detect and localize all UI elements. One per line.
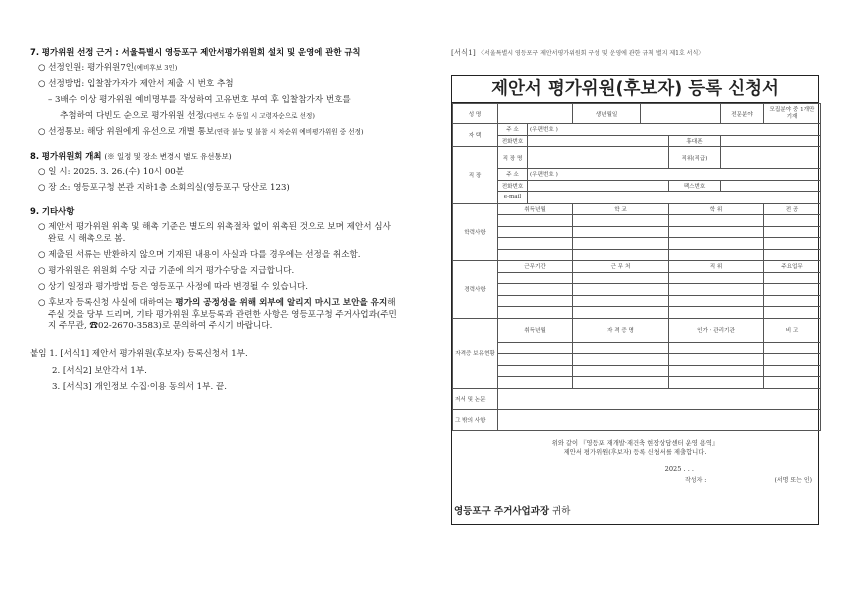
cert-cell[interactable] xyxy=(573,365,669,377)
form-table xyxy=(452,103,821,431)
edu-cell[interactable] xyxy=(764,226,821,238)
name-label: 성 명 xyxy=(453,104,498,124)
career-cell[interactable] xyxy=(764,307,821,319)
other-field[interactable] xyxy=(498,409,821,430)
cert-cell[interactable] xyxy=(764,354,821,366)
edu-cell[interactable] xyxy=(573,238,669,250)
email-field[interactable] xyxy=(528,192,821,204)
cert-cell[interactable] xyxy=(669,377,764,389)
home-phone-label: 전화번호 xyxy=(498,135,528,147)
edu-cell[interactable] xyxy=(669,226,764,238)
s7-line-4: 추첨하여 다빈도 순으로 평가위원 선정(다빈도 수 동일 시 고령자순으로 선정) xyxy=(60,111,315,122)
mobile-label: 휴대폰 xyxy=(669,135,721,147)
career-cell[interactable] xyxy=(573,272,669,284)
career-cell[interactable] xyxy=(573,284,669,296)
edu-cell[interactable] xyxy=(669,249,764,261)
cert-cell[interactable] xyxy=(669,342,764,354)
section-8-heading: 8. 평가위원회 개최 (※ 일정 및 장소 변경시 별도 유선통보) xyxy=(30,150,232,161)
work-phone-label: 전화번호 xyxy=(498,180,528,192)
section-9-heading: 9. 기타사항 xyxy=(30,206,75,217)
s7-line-5: ○ 선정통보: 해당 위원에게 유선으로 개별 통보(연락 불능 및 불참 시 차순위 예비평가위원 중 선정) xyxy=(38,127,364,138)
workplace-label: 직 장 명 xyxy=(498,147,528,169)
home-address-label: 주 소 xyxy=(498,124,528,136)
career-cell[interactable] xyxy=(764,295,821,307)
s9-para-3: ○ 평가위원은 위원회 수당 지급 기준에 의거 평가수당을 지급합니다. xyxy=(38,265,295,276)
section-7-heading: 7. 평가위원 선정 근거 : 서울특별시 영등포구 제안서평가위원회 설치 및 운영에 관한 규칙 xyxy=(30,47,361,57)
cert-label: 자격증 보유현황 xyxy=(453,318,498,388)
birth-field[interactable] xyxy=(641,104,721,124)
announcement-text xyxy=(30,47,400,393)
cert-cell[interactable] xyxy=(573,377,669,389)
form-label: [서식1] 〈서울특별시 영등포구 제안서평가위원회 구성 및 운영에 관한 규칙 별지 제1호 서식〉 xyxy=(451,48,705,57)
edu-label: 학력사항 xyxy=(453,203,498,261)
s9-para-5: ○ 후보자 등록신청 사실에 대하여는 평가의 공정성을 위해 외부에 알리지 마시고 보안을 유지해 주실 것을 당부 드리며, 기타 평가위원 후보등록과 관련한 사항은 영등포구청 주거사업과(주민지 주무관, ☎02-2670-3583)로 문의하여 주시기 바랍니다. xyxy=(38,298,397,332)
career-cell[interactable] xyxy=(498,272,573,284)
form-title: 제안서 평가위원(후보자) 등록 신청서 xyxy=(452,76,818,103)
declaration-line-1: 위와 같이 『영등포 재개발·재건축 현장상담센터 운영 용역』 xyxy=(551,439,719,447)
edu-cell[interactable] xyxy=(764,249,821,261)
submit-date: 2025 . . . xyxy=(664,464,694,473)
s7-line-2: ○ 선정방법: 입찰참가자가 제안서 제출 시 번호 추첨 xyxy=(38,78,234,89)
work-address-label: 주 소 xyxy=(498,169,528,181)
s9-para-2: ○ 제출된 서류는 반환하지 않으며 기재된 내용이 사실과 다를 경우에는 선정을 취소함. xyxy=(38,249,361,260)
career-cell[interactable] xyxy=(573,295,669,307)
registration-form xyxy=(451,75,819,525)
addressee-suffix: 귀하 xyxy=(552,505,571,517)
career-cell[interactable] xyxy=(498,307,573,319)
career-label: 경력사항 xyxy=(453,261,498,319)
attachment-1: 붙임 1. [서식1] 제안서 평가위원(후보자) 등록신청서 1부. xyxy=(30,349,248,360)
fax-label: 팩스번호 xyxy=(669,180,721,192)
attachment-3: 3. [서식3] 개인정보 수집·이용 동의서 1부. 끝. xyxy=(52,381,227,392)
cert-cell[interactable] xyxy=(498,342,573,354)
registration-form-page xyxy=(451,47,819,525)
edu-cell[interactable] xyxy=(573,249,669,261)
career-col: 근 무 처 xyxy=(573,261,669,273)
edu-col: 학 교 xyxy=(573,203,669,215)
edu-cell[interactable] xyxy=(669,215,764,227)
declaration xyxy=(452,431,818,491)
position-field[interactable] xyxy=(721,147,821,169)
cert-col: 취득년월 xyxy=(498,318,573,342)
papers-label: 저서 및 논문 xyxy=(453,388,498,409)
career-cell[interactable] xyxy=(498,295,573,307)
other-label: 그 밖의 사항 xyxy=(453,409,498,430)
career-col: 주요업무 xyxy=(764,261,821,273)
edu-cell[interactable] xyxy=(498,215,573,227)
birth-label: 생년월일 xyxy=(573,104,641,124)
edu-cell[interactable] xyxy=(764,238,821,250)
name-field[interactable] xyxy=(498,104,573,124)
edu-cell[interactable] xyxy=(498,249,573,261)
field-label: 전문분야 xyxy=(721,104,764,124)
cert-col: 인가 · 관리기관 xyxy=(669,318,764,342)
mobile-field[interactable] xyxy=(721,135,821,147)
attachment-2: 2. [서식2] 보안각서 1부. xyxy=(52,365,147,376)
home-label: 자 택 xyxy=(453,124,498,147)
cert-col: 자 격 증 명 xyxy=(573,318,669,342)
s9-para-1: ○ 제안서 평가위원 위촉 및 해촉 기준은 별도의 위촉절차 없이 위촉된 것으로 보며 제안서 심사 완료 시 해촉으로 봄. xyxy=(38,222,391,244)
cert-cell[interactable] xyxy=(764,377,821,389)
declaration-line-2: 제안서 평가위원(후보자) 등록 신청서를 제출합니다. xyxy=(563,448,707,456)
cert-col: 비 고 xyxy=(764,318,821,342)
edu-cell[interactable] xyxy=(573,215,669,227)
career-cell[interactable] xyxy=(669,307,764,319)
cert-cell[interactable] xyxy=(764,365,821,377)
s7-line-3: – 3배수 이상 평가위원 예비명부를 작성하여 고유번호 부여 후 입찰참가자 번호를 xyxy=(48,95,351,106)
addressee-org: 영등포구 주거사업과장 xyxy=(454,505,550,517)
work-label: 직 장 xyxy=(453,147,498,204)
edu-col: 취득년월 xyxy=(498,203,573,215)
writer-label: 작성자 : xyxy=(685,476,707,484)
cert-cell[interactable] xyxy=(764,342,821,354)
cert-cell[interactable] xyxy=(498,354,573,366)
career-cell[interactable] xyxy=(669,284,764,296)
cert-cell[interactable] xyxy=(573,342,669,354)
career-cell[interactable] xyxy=(764,272,821,284)
career-col: 직 위 xyxy=(669,261,764,273)
edu-col: 학 위 xyxy=(669,203,764,215)
cert-cell[interactable] xyxy=(498,365,573,377)
career-cell[interactable] xyxy=(764,284,821,296)
work-phone-field[interactable] xyxy=(528,180,669,192)
career-cell[interactable] xyxy=(498,284,573,296)
s7-line-1: ○ 선정인원: 평가위원7인(예비후보 3인) xyxy=(38,62,178,73)
cert-cell[interactable] xyxy=(498,377,573,389)
workplace-field[interactable] xyxy=(528,147,669,169)
edu-cell[interactable] xyxy=(573,226,669,238)
work-address-field[interactable]: (우편번호 ) xyxy=(528,169,821,181)
edu-cell[interactable] xyxy=(498,226,573,238)
edu-col: 전 공 xyxy=(764,203,821,215)
cert-cell[interactable] xyxy=(669,354,764,366)
edu-cell[interactable] xyxy=(764,215,821,227)
s9-para-4: ○ 상기 일정과 평가방법 등은 영등포구 사정에 따라 변경될 수 있습니다. xyxy=(38,282,308,293)
papers-field[interactable] xyxy=(498,388,821,409)
career-cell[interactable] xyxy=(573,307,669,319)
s8-line-1: ○ 일 시: 2025. 3. 26.(수) 10시 00분 xyxy=(38,166,185,177)
career-cell[interactable] xyxy=(669,272,764,284)
fax-field[interactable] xyxy=(721,180,821,192)
career-col: 근무기간 xyxy=(498,261,573,273)
field-note[interactable]: 모집분야 중 1개만 기재 xyxy=(764,104,821,124)
email-label: e-mail xyxy=(498,192,528,204)
addressee xyxy=(452,491,818,524)
signature-label: (서명 또는 인) xyxy=(774,476,812,484)
home-address-field[interactable]: (우편번호 ) xyxy=(528,124,821,136)
edu-cell[interactable] xyxy=(498,238,573,250)
position-label: 직위(직급) xyxy=(669,147,721,169)
career-cell[interactable] xyxy=(669,295,764,307)
cert-cell[interactable] xyxy=(573,354,669,366)
s8-line-2: ○ 장 소: 영등포구청 본관 지하1층 소회의실(영등포구 당산로 123) xyxy=(38,182,290,193)
edu-cell[interactable] xyxy=(669,238,764,250)
cert-cell[interactable] xyxy=(669,365,764,377)
home-phone-field[interactable] xyxy=(528,135,669,147)
